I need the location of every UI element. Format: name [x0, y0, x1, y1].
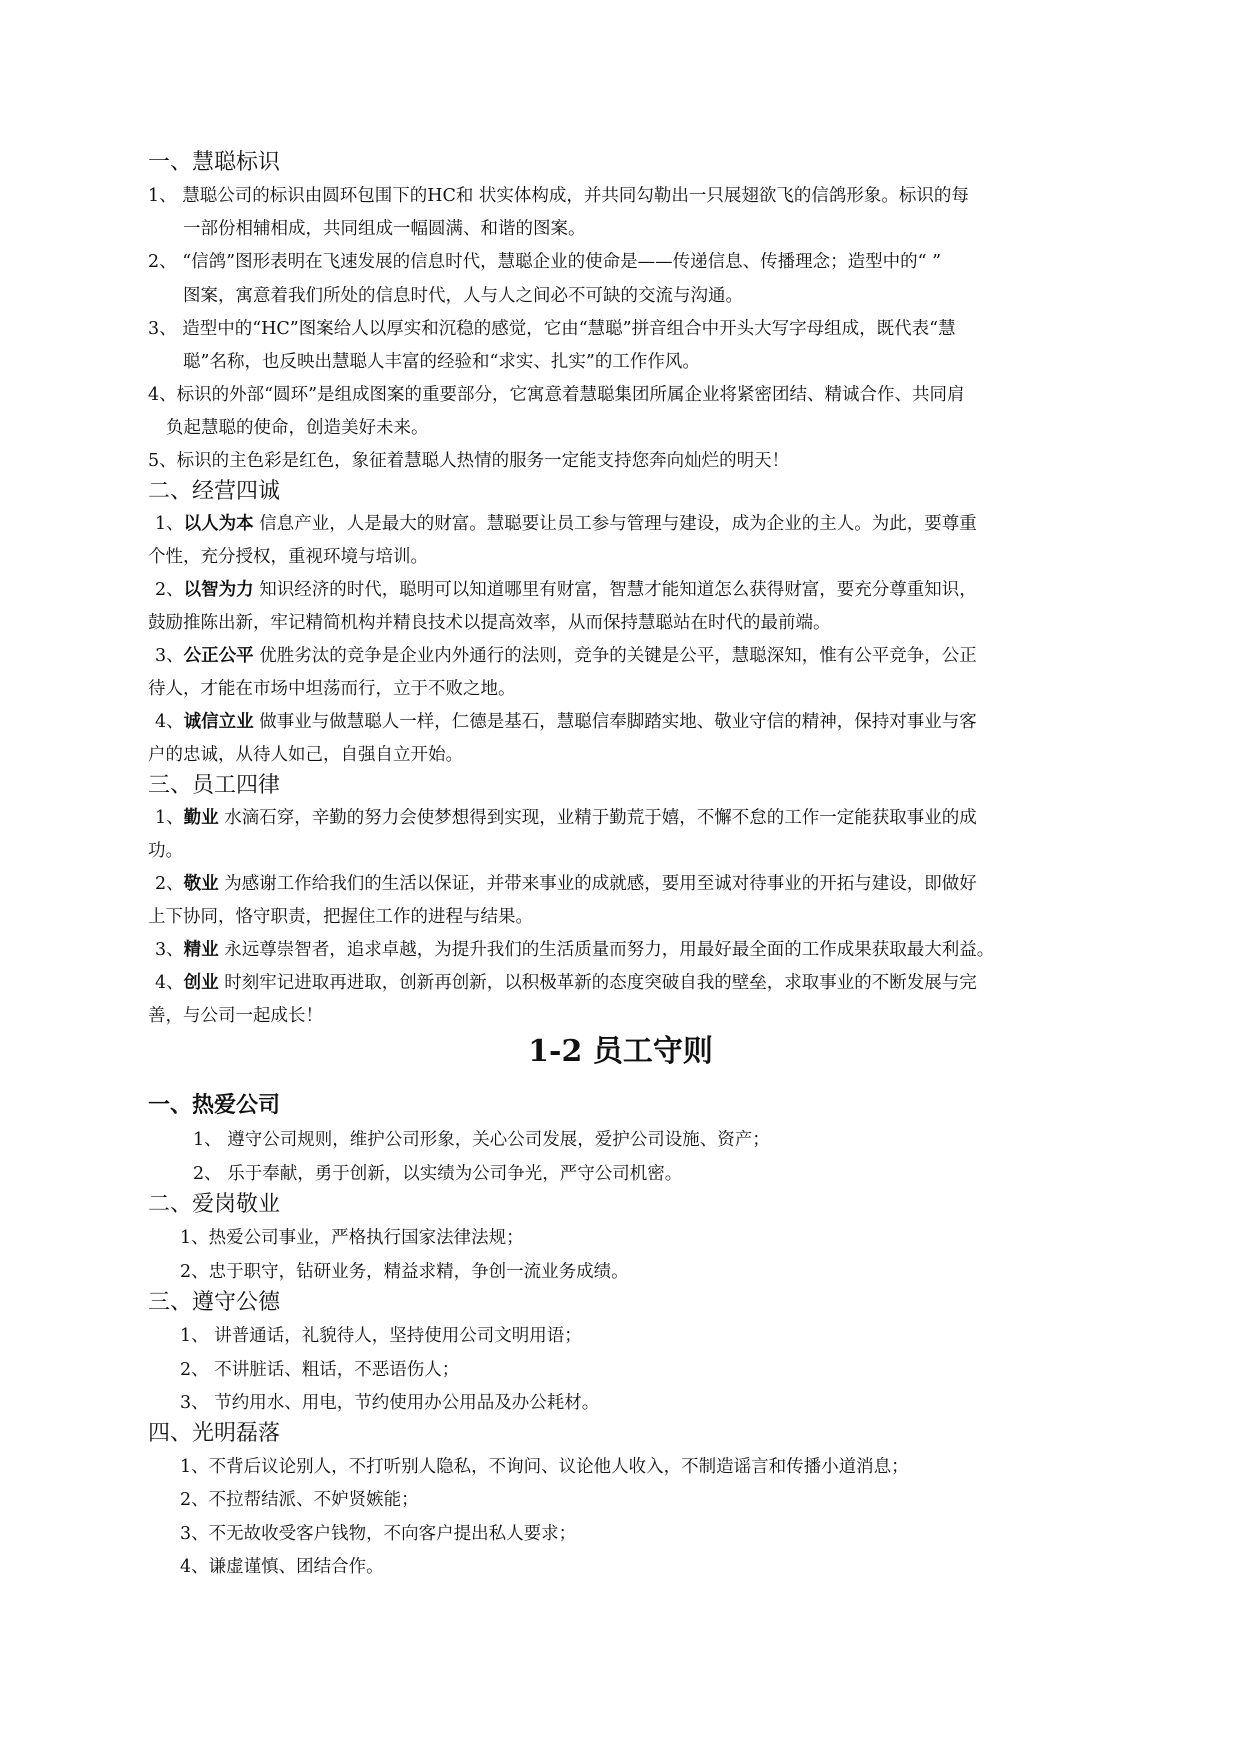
keyword: 精业: [183, 940, 219, 960]
list-item-continuation: 上下协同，恪守职责，把握住工作的进程与结果。: [148, 907, 533, 927]
list-item: 3、 造型中的“HC”图案给人以厚实和沉稳的感觉，它由“慧聪”拼音组合中开头大写字母组成，既代表“慧: [148, 319, 956, 339]
list-item-continuation: 负起慧聪的使命，创造美好未来。: [166, 418, 429, 438]
list-item: 1、热爱公司事业，严格执行国家法律法规；: [180, 1228, 524, 1248]
section-heading: 二、经营四诚: [148, 479, 281, 504]
keyword: 创业: [183, 973, 219, 993]
list-item-continuation: 聪”名称，也反映出慧聪人丰富的经验和“求实、扎实”的工作作风。: [183, 352, 700, 372]
keyword: 勤业: [183, 808, 219, 828]
list-item: 1、 慧聪公司的标识由圆环包围下的HC和 状实体构成，并共同勾勒出一只展翅欲飞的信鸽形象。标识的每: [148, 186, 969, 206]
keyword: 以智为力: [183, 580, 254, 600]
list-item: 5、标识的主色彩是红色，象征着慧聪人热情的服务一定能支持您奔向灿烂的明天！: [148, 451, 790, 471]
list-item: 2、不拉帮结派、不妒贤嫉能；: [180, 1490, 419, 1510]
list-item-continuation: 图案，寓意着我们所处的信息时代，人与人之间必不可缺的交流与沟通。: [183, 286, 743, 306]
section-heading: 三、遵守公德: [148, 1290, 281, 1315]
list-item: 2、忠于职守，钻研业务，精益求精，争创一流业务成绩。: [180, 1262, 629, 1282]
keyword: 以人为本: [183, 514, 254, 534]
section-heading: 四、光明磊落: [148, 1421, 281, 1446]
keyword: 敬业: [183, 874, 219, 894]
list-item: 4、标识的外部“圆环”是组成图案的重要部分，它寓意着慧聪集团所属企业将紧密团结、精诚合作、共同肩: [148, 385, 965, 405]
list-item-continuation: 善，与公司一起成长！: [148, 1006, 323, 1026]
list-item: 4、谦虚谨慎、团结合作。: [180, 1557, 384, 1577]
list-item-continuation: 鼓励推陈出新，牢记精简机构并精良技术以提高效率，从而保持慧聪站在时代的最前端。: [148, 613, 831, 633]
list-item-continuation: 户的忠诚，从待人如己，自强自立开始。: [148, 745, 463, 765]
keyword: 诚信立业: [183, 712, 254, 732]
list-item-continuation: 个性，充分授权，重视环境与培训。: [148, 547, 428, 567]
list-item-continuation: 待人，才能在市场中坦荡而行，立于不败之地。: [148, 679, 516, 699]
list-item: 2、以智为力 知识经济的时代，聪明可以知道哪里有财富，智慧才能知道怎么获得财富，要充分尊重知识，: [155, 580, 977, 600]
list-item: 2、 乐于奉献，勇于创新，以实绩为公司争光，严守公司机密。: [193, 1164, 683, 1184]
list-item: 4、诚信立业 做事业与做慧聪人一样，仁德是基石，慧聪信奉脚踏实地、敬业守信的精神，保持对事业与客: [155, 712, 977, 732]
list-item: 1、 讲普通话，礼貌待人，坚持使用公司文明用语；: [180, 1326, 582, 1346]
page-title: 1-2 员工守则: [528, 1034, 713, 1069]
list-item-continuation: 一部份相辅相成，共同组成一幅圆满、和谐的图案。: [183, 219, 586, 239]
keyword: 公正公平: [183, 646, 254, 666]
list-item: 3、 节约用水、用电，节约使用办公用品及办公耗材。: [180, 1393, 600, 1413]
list-item: 2、 不讲脏话、粗话，不恶语伤人；: [180, 1360, 460, 1380]
list-item: 4、创业 时刻牢记进取再进取，创新再创新，以积极革新的态度突破自我的壁垒，求取事业的不断发展与完: [155, 973, 977, 993]
section-heading: 二、爱岗敬业: [148, 1192, 281, 1217]
section-heading: 一、慧聪标识: [148, 150, 281, 175]
list-item-continuation: 功。: [148, 841, 183, 861]
list-item: 3、不无故收受客户钱物，不向客户提出私人要求；: [180, 1524, 577, 1544]
list-item: 1、以人为本 信息产业，人是最大的财富。慧聪要让员工参与管理与建设，成为企业的主人。为此，要尊重: [155, 514, 977, 534]
list-item: 3、精业 永远尊崇智者，追求卓越，为提升我们的生活质量而努力，用最好最全面的工作成果获取最大利益。: [155, 940, 995, 960]
list-item: 1、勤业 水滴石穿，辛勤的努力会使梦想得到实现，业精于勤荒于嬉，不懈不怠的工作一定能获取事业的成: [155, 808, 977, 828]
list-item: 1、 遵守公司规则，维护公司形象，关心公司发展，爱护公司设施、资产；: [193, 1130, 770, 1150]
list-item: 2、 “信鸽”图形表明在飞速发展的信息时代，慧聪企业的使命是——传递信息、传播理念；造型中的“ ”: [148, 252, 942, 272]
list-item: 1、不背后议论别人，不打听别人隐私，不询问、议论他人收入，不制造谣言和传播小道消息；: [180, 1457, 909, 1477]
section-heading: 三、员工四律: [148, 773, 281, 798]
list-item: 2、敬业 为感谢工作给我们的生活以保证，并带来事业的成就感，要用至诚对待事业的开拓与建设，即做好: [155, 874, 977, 894]
section-heading: 一、热爱公司: [148, 1093, 281, 1118]
list-item: 3、公正公平 优胜劣汰的竞争是企业内外通行的法则，竞争的关键是公平，慧聪深知，惟有公平竞争，公正: [155, 646, 977, 666]
